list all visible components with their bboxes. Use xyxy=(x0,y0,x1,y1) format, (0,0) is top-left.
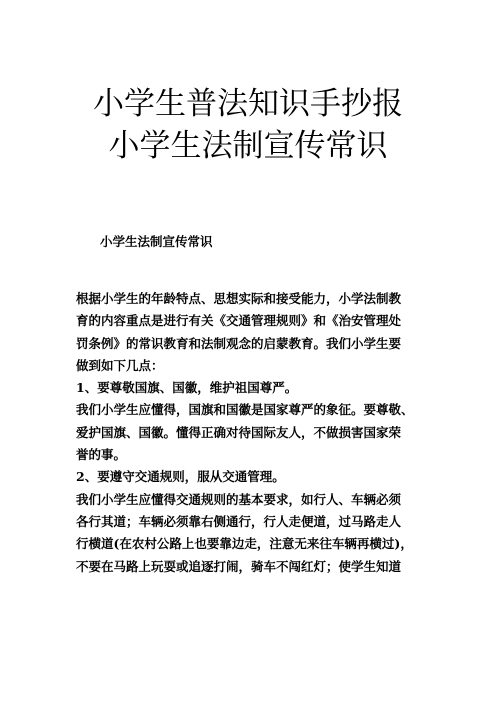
body-line: 行横道(在农村公路上也要靠边走，注意无来往车辆再横过)， xyxy=(76,536,413,552)
body-line: 不要在马路上玩耍或追逐打闹，骑车不闯红灯；使学生知道 xyxy=(76,558,402,574)
body-line: 做到如下几点： xyxy=(76,357,164,373)
body-line: 我们小学生应懂得交通规则的基本要求，如行人、车辆必须 xyxy=(76,491,402,507)
body-line: 我们小学生应懂得，国旗和国徽是国家尊严的象征。要尊敬、 xyxy=(76,402,414,418)
numbered-point-1: 1、要尊敬国旗、国徽，维护祖国尊严。 xyxy=(76,380,298,396)
section-heading: 小学生法制宣传常识 xyxy=(100,234,213,249)
document-title-line-1: 小学生普法知识手抄报 xyxy=(93,86,403,122)
body-text xyxy=(76,288,426,578)
body-line: 爱护国旗、国徽。懂得正确对待国际友人，不做损害国家荣 xyxy=(76,424,402,440)
body-line: 各行其道；车辆必须靠右侧通行，行人走便道，过马路走人 xyxy=(76,513,402,529)
body-line: 罚条例》的常识教育和法制观念的启蒙教育。我们小学生要 xyxy=(76,335,402,351)
body-line: 根据小学生的年龄特点、思想实际和接受能力，小学法制教 xyxy=(76,291,402,306)
numbered-point-2: 2、要遵守交通规则，服从交通管理。 xyxy=(76,469,285,485)
document-title-line-2: 小学生法制宣传常识 xyxy=(108,128,388,164)
body-line: 育的内容重点是进行有关《交通管理规则》和《治安管理处 xyxy=(76,313,402,329)
body-line: 誉的事。 xyxy=(76,447,127,463)
